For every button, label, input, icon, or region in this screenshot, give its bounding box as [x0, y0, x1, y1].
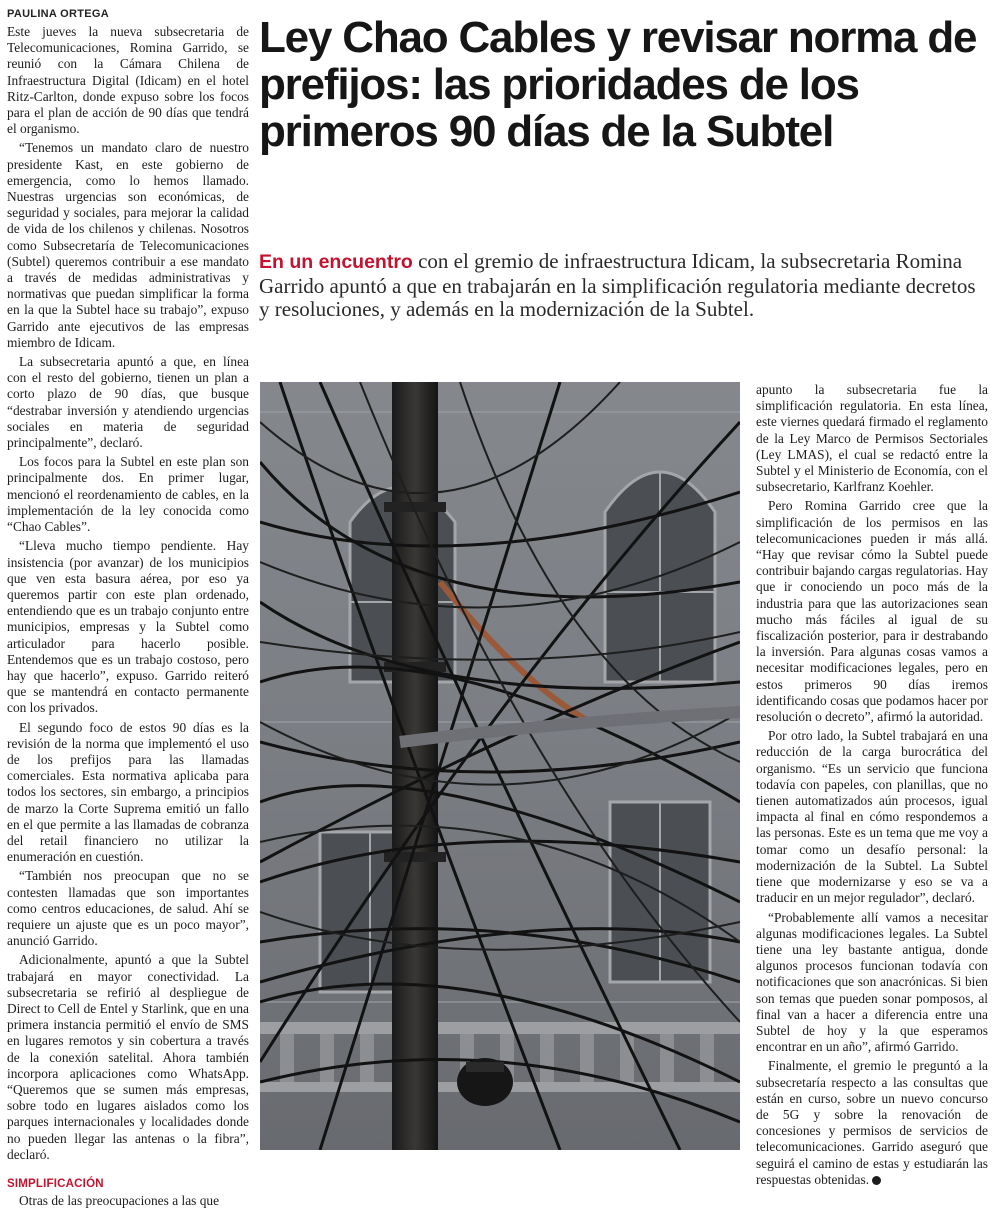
paragraph: Adicionalmente, apuntó a que la Subtel trabajará en mayor conectividad. La subsecretaria se refirió al despliegue de Direct to Cell de Entel y Starlink, que en una primera instancia permitió el envío de SMS en lugares remotos y sin cobertura a través de la conexión satelital. Ahora también incorpora aplicaciones como WhatsApp. “Queremos que se sumen más empresas, sobre todo en lugares aislados como los parques internacionales y localidades donde no pueden llegar las antenas o la fibra”, declaró.	[7, 952, 249, 1162]
dek-text: con el gremio de infraestructura Idicam, la subsecretaria Romina Garrido apuntó a que en trabajarán en la simplificación regulatoria mediante decretos y resoluciones, y además en la modernización de la Subtel.	[259, 249, 976, 321]
section-subhead: SIMPLIFICACIÓN	[7, 1178, 104, 1191]
paragraph: El segundo foco de estos 90 días es la revisión de la norma que implementó el uso de los prefijos para las llamadas comerciales. Esta normativa aplicaba para todos los sectores, sin embargo, a principios de marzo la Corte Suprema emitió un fallo en el que permite a las llamadas de cobranza del retail financiero no utilizar la enumeración en cuestión.	[7, 719, 249, 865]
paragraph: La subsecretaria apuntó a que, en línea con el resto del gobierno, tienen un plan a corto plazo de 90 días, que busque “destrabar inversión y atendiendo urgencias sociales en materia de seguridad principalmente”, declaró.	[7, 354, 249, 451]
paragraph-text: Finalmente, el gremio le preguntó a la subsecretaría respecto a las consultas que están en curso, sobre un nuevo concurso de 5G y sobre la renovación de concesiones y permisos de servicios de telecomunicaciones. Garrido aseguró que seguirá el camino de estas y estudiarán las respuestas obtenidas.	[756, 1058, 988, 1187]
paragraph: Los focos para la Subtel en este plan son principalmente dos. En primer lugar, mencionó el reordenamiento de cables, en la implementación de la ley conocida como “Chao Cables”.	[7, 454, 249, 535]
paragraph: Este jueves la nueva subsecretaria de Telecomunicaciones, Romina Garrido, se reunió con la Cámara Chilena de Infraestructura Digital (Idicam) en el hotel Ritz-Carlton, donde expuso sobre los focos para el plan de acción de 90 días que tendrá el organismo.	[7, 24, 249, 137]
end-of-article-icon	[872, 1176, 881, 1185]
dek	[259, 250, 979, 322]
paragraph: Otras de las preocupaciones a las que	[19, 1193, 220, 1209]
paragraph: “Probablemente allí vamos a necesitar algunas modificaciones legales. La Subtel tiene una ley bastante antigua, donde algunos procesos funcionan todavía con notificaciones que son anacrónicas. Si bien son temas que pueden sonar pomposos, al final van a hacer a diferencia entre una Subtel de hoy y la que esperamos encontrar en un año”, afirmó Garrido.	[756, 909, 988, 1055]
paragraph: Pero Romina Garrido cree que la simplificación de los permisos en las telecomunicaciones pueden ir más allá. “Hay que revisar cómo la Subtel puede contribuir bajando cargas regulatorias. Hay que ir conociendo un poco más de la industria para que las autorizaciones sean mucho más fáciles al igual de su fiscalización posterior, para ir destrabando la inversión. Para algunas cosas vamos a necesitar modificaciones legales, pero en estos primeros 90 días iremos identificando cosas que podamos hacer por resolución o decreto”, afirmó la autoridad.	[756, 498, 988, 725]
dek-lead: En un encuentro	[259, 251, 413, 273]
paragraph: “Lleva mucho tiempo pendiente. Hay insistencia (por avanzar) de los municipios que ven esta basura aérea, por eso ya queremos partir con este plan ordenado, entendiendo que es un trabajo conjunto entre municipios, empresas y la Subtel como articulador para hacerlo posible. Entendemos que es un trabajo costoso, pero hay que hacerlo”, expuso. Garrido reiteró que se mantendrá en contacto permanente con los privados.	[7, 538, 249, 716]
paragraph: apunto la subsecretaria fue la simplificación regulatoria. En esta línea, este viernes quedará firmado el reglamento de la Ley Marco de Permisos Sectoriales (Ley LMAS), el cual se redactó entre la Subtel y el Ministerio de Economía, con el subsecretario, Karlfranz Koehler.	[756, 382, 988, 495]
byline: PAULINA ORTEGA	[7, 8, 109, 20]
paragraph: Por otro lado, la Subtel trabajará en una reducción de la carga burocrática del organismo. “Es un servicio que funciona todavía con papeles, con planillas, que no tienen automatizados aún procesos, igual impacta al final en cómo respondemos a las personas. Este es un tema que me voy a tomar como un desafío personal: la modernización de la Subtel. La Subtel tiene que modernizarse y eso se va a traducir en un mejor regulador”, declaró.	[756, 728, 988, 906]
paragraph: “También nos preocupan que no se contesten llamadas que son importantes como centros educaciones, de salud. Ahí se requiere un ajuste que es un poco mayor”, anunció Garrido.	[7, 868, 249, 949]
left-column	[7, 8, 249, 1212]
right-column	[756, 382, 988, 1191]
article-photo	[260, 382, 740, 1150]
headline: Ley Chao Cables y revisar norma de prefijos: las prioridades de los primeros 90 días de la Subtel	[259, 13, 977, 156]
last-paragraph	[756, 1058, 988, 1188]
paragraph: “Tenemos un mandato claro de nuestro presidente Kast, en este gobierno de emergencia, como lo hemos llamado. Nuestras urgencias son económicas, de seguridad y sociales, para mejorar la calidad de vida de los chilenos y chilenas. Nosotros como Subsecretaría de Telecomunicaciones (Subtel) queremos contribuir a ese mandato a través de medidas administrativas y normativas que puedan simplificar la forma en la que la Subtel hace su trabajo”, expuso Garrido ante ejecutivos de las empresas miembro de Idicam.	[7, 140, 249, 350]
utility-pole-cables-image	[260, 382, 740, 1150]
